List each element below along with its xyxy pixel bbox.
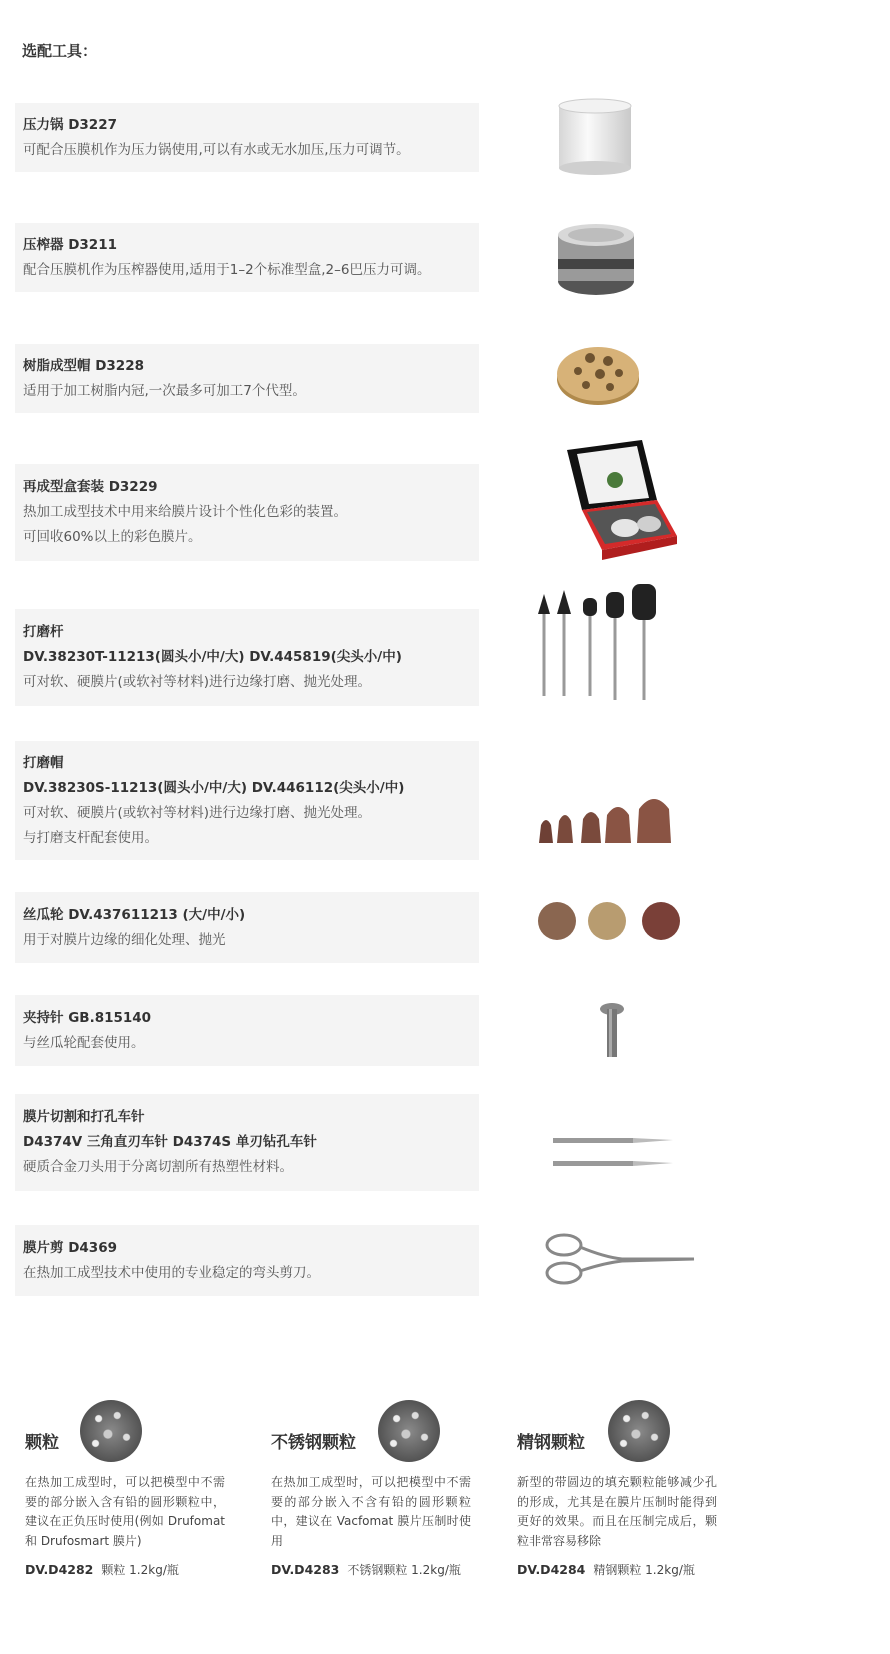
loofah-wheel-image	[537, 900, 683, 942]
item-title: 压榨器 D3211	[23, 236, 117, 253]
item-card	[15, 609, 479, 706]
item-text: 在热加工成型技术中使用的专业稳定的弯头剪刀。	[23, 1264, 320, 1281]
grinding-stick-image	[538, 584, 668, 702]
item-card	[15, 344, 479, 413]
item-text: 可配合压膜机作为压力锅使用,可以有水或无水加压,压力可调节。	[23, 141, 410, 158]
granule-description: 在热加工成型时，可以把模型中不需要的部分嵌入含有铅的圆形颗粒中，建议在正负压时使用(例如 Drufomat 和 Drufosmart 膜片)	[25, 1475, 225, 1548]
item-code: DV.38230S-11213(圆头小/中/大) DV.446112(尖头小/中)	[23, 779, 405, 796]
item-card	[15, 1094, 479, 1191]
granule-description: 在热加工成型时，可以把模型中不需要的部分嵌入不含有铅的圆形颗粒中，建议在 Vacfomat 膜片压制时使用	[271, 1475, 471, 1548]
item-title: 再成型盒套装 D3229	[23, 479, 158, 495]
granule-order-line	[271, 1561, 461, 1578]
granule-code: DV.D4283	[271, 1562, 340, 1577]
item-text: 与打磨支杆配套使用。	[23, 829, 158, 846]
item-card	[15, 223, 479, 292]
granule-image	[378, 1400, 440, 1462]
item-card	[15, 464, 479, 561]
item-title: 树脂成型帽 D3228	[23, 357, 144, 374]
granule-image	[80, 1400, 142, 1462]
scissors-image	[544, 1233, 696, 1287]
item-text: 可回收60%以上的彩色膜片。	[23, 529, 202, 545]
item-card	[15, 1225, 479, 1296]
pressure-pot-image	[555, 98, 635, 176]
granule-code: DV.D4284	[517, 1562, 586, 1577]
granule-code: DV.D4282	[25, 1562, 94, 1577]
item-text: 用于对膜片边缘的细化处理、抛光	[23, 931, 226, 948]
item-text: 与丝瓜轮配套使用。	[23, 1034, 145, 1051]
item-card	[15, 103, 479, 172]
item-title: 膜片切割和打孔车针	[23, 1109, 145, 1125]
granule-label: 颗粒 1.2kg/瓶	[101, 1563, 179, 1577]
granule-title: 不锈钢颗粒	[271, 1433, 356, 1453]
item-text: 热加工成型技术中用来给膜片设计个性化色彩的装置。	[23, 504, 347, 520]
item-title: 打磨杆	[23, 624, 64, 640]
cutting-bur-image	[553, 1135, 675, 1171]
item-code: DV.38230T-11213(圆头小/中/大) DV.445819(尖头小/中)	[23, 649, 402, 665]
granule-title: 颗粒	[25, 1433, 59, 1453]
reform-kit-image	[557, 440, 682, 565]
item-code: D4374V 三角直刃车针 D4374S 单刃钻孔车针	[23, 1134, 317, 1150]
granule-description: 新型的带圆边的填充颗粒能够减少孔的形成，尤其是在膜片压制时能得到更好的效果。而且在压制完成后，颗粒非常容易移除	[517, 1475, 717, 1548]
granule-order-line	[517, 1561, 695, 1578]
item-text: 适用于加工树脂内冠,一次最多可加工7个代型。	[23, 382, 306, 399]
press-device-image	[556, 221, 636, 299]
item-text: 配合压膜机作为压榨器使用,适用于1–2个标准型盒,2–6巴压力可调。	[23, 261, 431, 278]
item-title: 打磨帽	[23, 754, 64, 771]
granule-image	[608, 1400, 670, 1462]
item-text: 硬质合金刀头用于分离切割所有热塑性材料。	[23, 1159, 293, 1175]
granule-label: 精钢颗粒 1.2kg/瓶	[593, 1563, 695, 1577]
item-card	[15, 741, 479, 860]
granule-title: 精钢颗粒	[517, 1433, 585, 1453]
resin-cap-image	[556, 341, 640, 407]
item-title: 膜片剪 D4369	[23, 1239, 117, 1256]
granule-label: 不锈钢颗粒 1.2kg/瓶	[347, 1563, 461, 1577]
item-text: 可对软、硬膜片(或软衬等材料)进行边缘打磨、抛光处理。	[23, 804, 372, 821]
item-title: 丝瓜轮 DV.437611213 (大/中/小)	[23, 906, 246, 923]
grinding-cap-image	[539, 787, 675, 845]
item-card	[15, 995, 479, 1066]
item-card	[15, 892, 479, 963]
granule-order-line	[25, 1561, 179, 1578]
section-heading: 选配工具：	[22, 42, 98, 60]
mandrel-pin-image	[599, 1003, 625, 1057]
item-title: 夹持针 GB.815140	[23, 1009, 152, 1026]
item-title: 压力锅 D3227	[23, 116, 117, 133]
item-text: 可对软、硬膜片(或软衬等材料)进行边缘打磨、抛光处理。	[23, 674, 372, 690]
